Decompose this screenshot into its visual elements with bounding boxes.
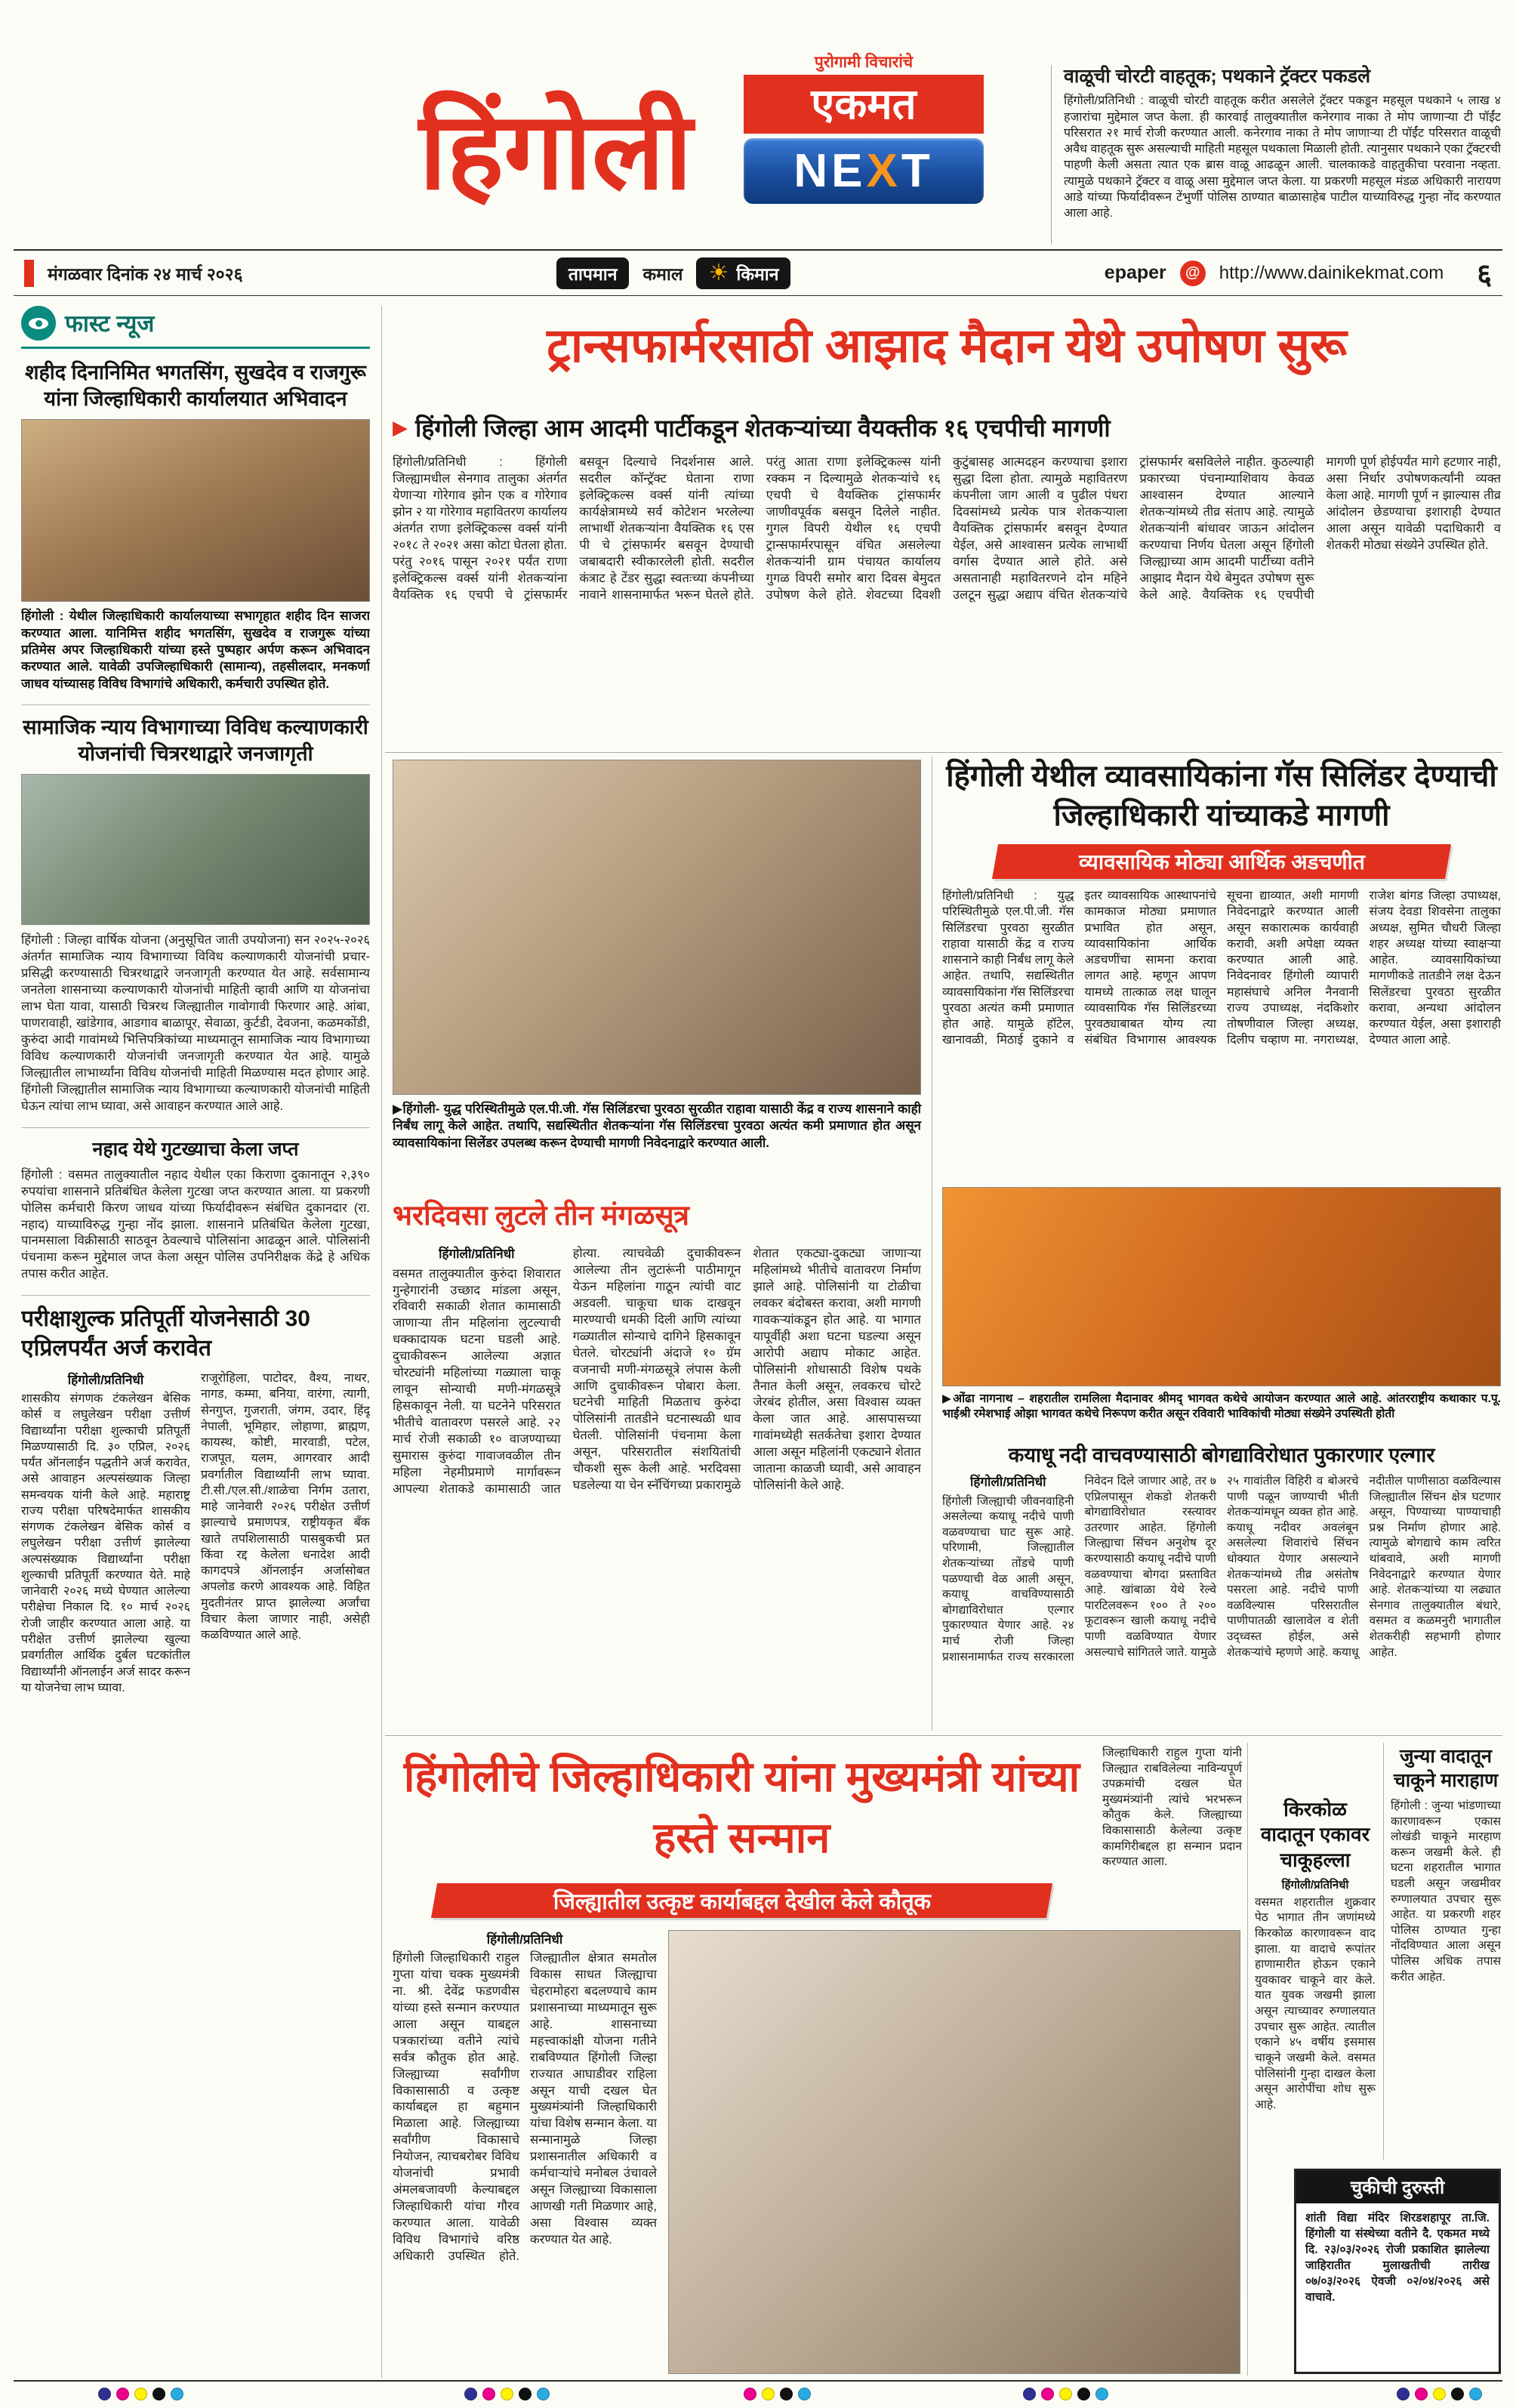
kayadhu-headline: कयाधू नदी वाचवण्यासाठी बोगद्याविरोधात पुकारणार एल्गार xyxy=(1008,1444,1435,1466)
pariksha-col1: शासकीय संगणक टंकलेखन बेसिक कोर्स व लघुलेखन परीक्षा उत्तीर्ण विद्यार्थ्यांना परीक्षा शुल्काची प्रतिपूर्ती मिळण्यासाठी दि. ३० एप्रिल, २०२६ पर्यंत ऑनलाईन पद्धतीने अर्ज करावेत, असे आवाहन अल्पसंख्याक जिल्हा समन्वयक यांनी केले आहे. महाराष्ट्र राज्य परीक्षा परिषदेमार्फत शासकीय संगणक टंकलेखन बेसिक कोर्स व लघुलेखन परीक्षा उत्तीर्ण झालेल्या अल्पसंख्याक विद्यार्थ्यांना परीक्षा शुल्काची प्रतिपूर्ती करण्यात येते. माहे जानेवारी २०२६ मध्ये घेण्यात आलेल्या परीक्षेचा निकाल दि. १० मार्च २०२६ रोजी जाहीर करण्यात आला आहे. या परीक्षेत उत्तीर्ण झालेल्या खुल्या प्रवर्गातील आर्थिक दुर्बल घटकांतील विद्यार्थ्यांनी ऑनलाईन अर्ज सादर करून या योजनेचा लाभ घ्यावा. xyxy=(21,1392,190,1694)
kirkol-article xyxy=(1255,1797,1376,2158)
bhagwat-caption: ▶ओंढा नागनाथ – शहरातील रामलिला मैदानावर श्रीमद् भागवत कथेचे आयोजन करण्यात आले आहे. आंतरराष्ट्रीय कथाकार प.पू. भाईश्री रमेशभाई ओझा भागवत कथेचे निरूपण करीत असून रविवारी भाविकांची मोठ्या संख्येने उपस्थिती होती xyxy=(942,1392,1501,1421)
masthead-next-logo xyxy=(744,138,984,204)
junha-body: हिंगोली : जुन्या भांडणाच्या कारणावरून एकास लोखंडी चाकूने मारहाण करून जखमी केले. ही घटना शहरातील भागात घडली असून जखमीवर रुग्णालयात उपचार सुरू आहेत. या प्रकरणी शहर पोलिस ठाण्यात गुन्हा नोंदविण्यात आला असून पोलिस अधिक तपास करीत आहेत. xyxy=(1391,1799,1501,1984)
next-x: X xyxy=(866,145,901,197)
temp-text: तापमान xyxy=(568,264,618,284)
bottom-rule xyxy=(14,2380,1502,2382)
shahid-headline: शहीद दिनानिमित भगतसिंग, सुखदेव व राजगुरू यांना जिल्हाधिकारी कार्यालयात अभिवादन xyxy=(25,361,366,410)
junha-article xyxy=(1391,1744,1501,2158)
lead-subhead-text: हिंगोली जिल्हा आम आदमी पार्टीकडून शेतकऱ्यांच्या वैयक्तीक १६ एचपीची मागणी xyxy=(415,415,1111,442)
next-t: T xyxy=(901,145,934,197)
samajik-body: हिंगोली : जिल्हा वार्षिक योजना (अनुसूचित जाती उपयोजना) सन २०२५-२०२६ अंतर्गत सामाजिक न्याय विभागाच्या विविध कल्याणकारी योजनांची प्रचार-प्रसिद्धी करण्यासाठी चित्ररथाद्वारे जनजागृती करण्यात येत आहे. सर्वसामान्य जनतेला शासनाच्या कल्याणकारी योजनांची माहिती व्हावी आणि या योजनांचा लाभ घेता यावा, यासाठी चित्ररथ जिल्ह्यातील गावोगावी फिरणार आहे. आंबा, पाणरावाही, खांडेगाव, आडगाव बाळापूर, सेवाळा, कुर्टडी, देवजना, कळमकोंडी, कुरुंदा आदी गावांमध्ये भित्तिपत्रिकांच्या माध्यमातून सामाजिक न्याय विभागाच्या विविध कल्याणकारी योजनांची जनजागृती करण्यात येत आहे. यामुळे जिल्ह्यातील लाभार्थ्यांना विविध योजनांची माहिती मिळण्यास मदत होणार आहे. हिंगोली जिल्ह्यातील सामाजिक न्याय विभागाच्या कल्याणकारी योजनांची माहिती घेऊन त्यांचा लाभ घ्यावा, असे आवाहन करण्यात आले आहे. xyxy=(21,933,370,1113)
lead-subhead xyxy=(393,412,1501,444)
registration-marks xyxy=(98,2388,183,2400)
pariksha-dateline: हिंगोली/प्रतिनिधी xyxy=(67,1373,144,1388)
red-mark xyxy=(24,260,34,287)
kirkol-dateline: हिंगोली/प्रतिनिधी xyxy=(1281,1878,1349,1892)
nahad-body: हिंगोली : वसमत तालुक्यातील नहाद येथील एका किराणा दुकानातून २,३९० रुपयांचा शासनाने प्रतिबंधित केलेला गुटखा जप्त करण्यात आला. या प्रकरणी पोलिस कर्मचारी किरण जाधव यांच्या फिर्यादीवरून संबंधित दुकानदार (रा. नहाद) याच्याविरुद्ध गुन्हा नोंद झाला. शासनाने प्रतिबंधित केलेला गुटखा, पानमसाला विक्रीसाठी साठवून ठेवल्याचे पोलिसांना आढळून आले. पोलिसांनी पंचनामा करून मुद्देमाल जप्त केला असून पोलिस उपनिरीक्षक केंद्रे हे अधिक तपास करीत आहेत. xyxy=(21,1167,370,1281)
registration-marks xyxy=(1397,2388,1482,2400)
fast-news-column xyxy=(21,306,370,2378)
sanman-kicker-text: जिल्ह्यातील उत्कृष्ट कार्याबद्दल देखील केले कौतूक xyxy=(553,1889,931,1914)
shahid-caption: हिंगोली : येथील जिल्हाधिकारी कार्यालयाच्या सभागृहात शहीद दिन साजरा करण्यात आला. यानिमित्त शहीद भगतसिंग, सुखदेव व राजगुरू यांच्या प्रतिमेस अपर जिल्हाधिकारी यांच्या हस्ते पुष्पहार अर्पण करून अभिवादन करण्यात आले. यावेळी उपजिल्हाधिकारी (सामान्य), तहसीलदार, मनकर्णा जाधव यांच्यासह विविध विभागांचे अधिकारी, कर्मचारी उपस्थित होते. xyxy=(21,609,370,691)
pariksha-col2: राजूरोहिला, पाटोदर, वैश्य, नाथर, नागड, कम्मा, बनिया, वारंगा, त्यागी, सेनगुप्त, गुजराती, जंगम, उदार, हिंदू नेपाली, भूमिहार, लोहाणा, ब्राह्मण, कायस्थ, कोष्टी, मारवाडी, पटेल, राजपूत, यलम, आगरवार आदी प्रवर्गातील विद्यार्थ्यांनी लाभ घ्यावा. टी.सी./एल.सी./शाळेचा निर्गम उतारा, माहे जानेवारी २०२६ परीक्षेत उत्तीर्ण झाल्याचे प्रमाणपत्र, राष्ट्रीयकृत बँक खाते तपशिलासाठी पासबुकची प्रत किंवा रद्द केलेला धनादेश आदी कागदपत्रे ऑनलाईन अर्जासोबत अपलोड करणे आवश्यक आहे. विहित मुदतीनंतर प्राप्त झालेल्या अर्जांचा विचार केला जाणार नाही, असेही कळविण्यात आले आहे. xyxy=(201,1372,370,1642)
gas-memorandum-photo xyxy=(393,760,921,1095)
top-story-headline: वाळूची चोरटी वाहतूक; पथकाने ट्रॅक्टर पकडले xyxy=(1064,66,1371,87)
date-bar xyxy=(14,249,1502,296)
pariksha-headline: परीक्षाशुल्क प्रतिपूर्ती योजनेसाठी 30 एप्रिलपर्यंत अर्ज करावेत xyxy=(21,1306,310,1361)
registration-marks xyxy=(744,2388,811,2400)
correction-box xyxy=(1294,2169,1501,2374)
sanman-kicker-bar xyxy=(431,1883,1052,1918)
gas-kicker-text: व्यावसायिक मोठ्या आर्थिक अडचणीत xyxy=(1078,850,1365,874)
correction-header: चुकीची दुरुस्ती xyxy=(1296,2171,1499,2203)
masthead xyxy=(419,85,692,219)
sanman-body-right: जिल्हाधिकारी राहुल गुप्ता यांनी जिल्ह्यात राबविलेल्या नाविन्यपूर्ण उपक्रमांची दखल घेत मुख्यमंत्र्यांनी त्यांचे भरभरून कौतुक केले. जिल्ह्याच्या विकासासाठी केलेल्या उत्कृष्ट कामगिरीबद्दल हा सन्मान प्रदान करण्यात आला. xyxy=(1102,1747,1242,1869)
mangalsutra-body: वसमत तालुक्यातील कुरुंदा शिवारात गुन्हेगारांनी उच्छाद मांडला असून, रविवारी सकाळी शेतात कामासाठी जाणाऱ्या तीन महिलांना लुटल्याची धक्कादायक घटना घडली आहे. दुचाकीवरून आलेल्या अज्ञात चोरट्यांनी महिलांच्या गळ्याला चाकू लावून सोन्याची मणी-मंगळसूत्रे हिसकावून नेली. या घटनेने परिसरात भीतीचे वातावरण पसरले आहे. २२ मार्च रोजी सकाळी १० वाजण्याच्या सुमारास कुरुंदा गावाजवळील तीन महिला नेहमीप्रमाणे मार्गावरून आपल्या शेताकडे कामासाठी जात होत्या. त्याचवेळी दुचाकीवरून आलेल्या तीन लुटारूंनी पाठीमागून येऊन महिलांना गाठून त्यांची वाट अडवली. चाकूचा धाक दाखवून मारण्याची धमकी दिली आणि त्यांच्या गळ्यातील सोन्याचे दागिने हिसकावून घेतले. चोरट्यांनी अंदाजे १० ग्रॅम वजनाची मणी-मंगळसूत्रे लंपास केली आणि दुचाकीवरून पोबारा केला. घटनेची माहिती मिळताच कुरुंदा पोलिसांनी तातडीने घटनास्थळी धाव घेतली. पोलिसांनी पंचनामा केला असून, परिसरातील संशयितांची चौकशी सुरू केली आहे. भरदिवसा घडलेल्या या चेन स्नॅचिंगच्या प्रकारामुळे शेतात एकट्या-दुकट्या जाणाऱ्या महिलांमध्ये भीतीचे वातावरण निर्माण झाले आहे. पोलिसांनी या टोळीचा लवकर बंदोबस्त करावा, अशी मागणी गावकऱ्यांकडून होत आहे. या भागात यापूर्वीही अशा घटना घडल्या असून आरोपी अद्याप मोकाट आहेत. पोलिसांनी शोधासाठी विशेष पथके तैनात केली असून, लवकरच चोरटे जेरबंद होतील, असा विश्वास व्यक्त केला जात आहे. आसपासच्या गावांमध्येही सतर्कतेचा इशारा देण्यात आला असून महिलांनी एकट्याने शेतात जाताना काळजी घ्यावी, असे आवाहन पोलिसांनी केले आहे. xyxy=(393,1247,921,1496)
mangalsutra-article xyxy=(393,1246,921,1729)
epaper-label: epaper xyxy=(1104,262,1166,283)
pariksha-body xyxy=(21,1370,370,1696)
page-number: ६ xyxy=(1477,258,1492,291)
bhagwat-katha-photo xyxy=(942,1187,1501,1386)
epaper-url[interactable]: http://www.dainikekmat.com xyxy=(1219,262,1444,283)
sanman-dateline: हिंगोली/प्रतिनिधी xyxy=(486,1932,563,1947)
bullet-icon: ▶ xyxy=(393,416,408,439)
sanman-headline: हिंगोलीचे जिल्हाधिकारी यांना मुख्यमंत्री यांच्या हस्ते सन्मान xyxy=(403,1753,1080,1862)
at-icon: @ xyxy=(1180,261,1206,286)
gas-kicker-bar xyxy=(992,844,1451,879)
gas-headline: हिंगोली येथील व्यावसायिकांना गॅस सिलिंडर देण्याची जिल्हाधिकारी यांच्याकडे मागणी xyxy=(946,760,1497,832)
nahad-headline: नहाद येथे गुटख्याचा केला जप्त xyxy=(92,1138,299,1160)
fast-news-title: फास्ट न्यूज xyxy=(65,310,155,337)
max-temp-label: कमाल xyxy=(642,264,683,284)
registration-marks xyxy=(464,2388,550,2400)
masthead-tagline: पुरोगामी विचारांचे xyxy=(814,54,914,71)
fast-news-header xyxy=(21,306,370,349)
shahid-tribute-photo xyxy=(21,419,370,602)
mangalsutra-dateline: हिंगोली/प्रतिनिधी xyxy=(439,1247,515,1261)
junha-headline: जुन्या वादातून चाकूने माराहाण xyxy=(1393,1746,1499,1791)
chitrarath-photo xyxy=(21,774,370,925)
registration-marks xyxy=(1023,2388,1108,2400)
top-story-body: हिंगोली/प्रतिनिधी : वाळूची चोरटी वाहतूक करीत असलेले ट्रॅक्टर पकडून महसूल पथकाने ५ लाख ४ हजारांचा मुद्देमाल जप्त केला. ही कारवाई तालुक्यातील कनेरगाव नाका ते मोप जाणाऱ्या टी पॉईंट परिसरात २१ मार्च रोजी करण्यात आली. कनेरगाव नाका ते मोप जाणाऱ्या टी पॉईंट परिसरात वाळूची अवैध वाहतूक सुरू असल्याची माहिती महसूल पथकाला मिळाली होती. त्यानुसार पथकाने एका ट्रॅक्टरची पाहणी केली असता त्यात एक ब्रास वाळू आढळून आली. चालकाकडे वाहतुकीचा परवाना नव्हता. त्यामुळे पथकाने ट्रॅक्टर व वाळू असा मुद्देमाल जप्त केला. या प्रकरणी महसूल मंडळ अधिकारी नारायण आडे यांच्या फिर्यादीवरून टेंभुर्णी पोलिस ठाण्यात बाळासाहेब पाटील याच्याविरुद्ध गुन्हा नोंद करण्यात आला आहे. xyxy=(1064,94,1501,220)
edition-date: मंगळवार दिनांक २४ मार्च २०२६ xyxy=(48,264,243,284)
kayadhu-article xyxy=(942,1474,1501,1729)
min-temp-label: किमान xyxy=(736,264,779,284)
sanman-body-left: हिंगोली जिल्हाधिकारी राहुल गुप्ता यांचा चक्क मुख्यमंत्री ना. श्री. देवेंद्र फडणवीस यांच्या हस्ते सन्मान करण्यात आला असून याबद्दल पत्रकारांच्या वतीने त्यांचे सर्वत्र कौतुक होत आहे. जिल्ह्याच्या सर्वांगीण विकासासाठी व उत्कृष्ट कार्याबद्दल हा बहुमान मिळाला आहे. जिल्ह्याच्या सर्वांगीण विकासाचे नियोजन, त्याचबरोबर विविध योजनांची प्रभावी अंमलबजावणी केल्याबद्दल जिल्हाधिकारी यांचा गौरव करण्यात आला. यावेळी विविध विभागांचे वरिष्ठ अधिकारी उपस्थित होते. जिल्ह्यातील क्षेत्रात समतोल विकास साधत जिल्ह्याचा चेहरामोहरा बदलण्याचे काम प्रशासनाच्या माध्यमातून सुरू आहे. शासनाच्या महत्त्वाकांक्षी योजना गतीने राबविण्यात हिंगोली जिल्हा राज्यात आघाडीवर राहिला असून याची दखल घेत मुख्यमंत्र्यांनी जिल्हाधिकारी यांचा विशेष सन्मान केला. या सन्मानामुळे जिल्हा प्रशासनातील अधिकारी व कर्मचाऱ्यांचे मनोबल उंचावले असून जिल्ह्याच्या विकासाला आणखी गती मिळणार आहे, असा विश्वास व्यक्त करण्यात येत आहे. xyxy=(393,1951,657,2263)
gas-photo-caption: ▶हिंगोली- युद्ध परिस्थितीमुळे एल.पी.जी. गॅस सिलिंडरचा पुरवठा सुरळीत राहावा यासाठी केंद्र व राज्य शासनाने काही निर्बंध लागू केले आहेत. तथापि, सद्यस्थितीत शेतकऱ्यांना गॅस सिलिंडरचा पुरवठा अत्यंत कमी प्रमाणात होत असून व्यावसायिकांना सिलेंडर उपलब्ध करून देण्याची मागणी निवेदनाद्वारे करण्यात आली. xyxy=(393,1102,921,1150)
lead-headline: ट्रान्सफार्मरसाठी आझाद मैदान येथे उपोषण सुरू xyxy=(547,319,1347,372)
kirkol-headline: किरकोळ वादातून एकावर चाकूहल्ला xyxy=(1260,1798,1370,1871)
samajik-headline: सामाजिक न्याय विभागाच्या विविध कल्याणकारी योजनांची चित्ररथाद्वारे जनजागृती xyxy=(23,716,368,765)
temperature-label xyxy=(556,257,630,289)
sanman-body-left-wrap xyxy=(393,1930,657,2374)
gas-article xyxy=(942,757,1501,1182)
min-temp-pill xyxy=(696,257,790,289)
masthead-brand-box: एकमत xyxy=(744,75,984,134)
next-ne: NE xyxy=(793,145,867,197)
lead-body: हिंगोली/प्रतिनिधी : हिंगोली जिल्ह्यामधील सेनगाव तालुका अंतर्गत येणाऱ्या गोरेगाव झोन एक व गोरेगाव झोन २ या गोरेगाव महावितरण कार्यालय अंतर्गत राणा इलेक्ट्रिकल्स वर्क्स यांनी २०१८ ते २०२१ असा कोटा घेतला होता. परंतु २०१६ पासून २०२१ पर्यंत राणा इलेक्ट्रिकल्स वर्क्स यांनी शेतकऱ्यांना वैयक्तिक १६ एचपी चे ट्रांसफार्मर बसवून दिल्याचे निदर्शनास आले. सदरील कॉन्ट्रॅक्ट घेताना राणा इलेक्ट्रिकल्स वर्क्स यांनी त्यांच्या कार्यक्षेत्रामध्ये सर्व कोटेशन भरलेल्या लाभार्थी शेतकऱ्यांना वैयक्तिक १६ एस पी चे ट्रांसफार्मर बसवून देण्याची जबाबदारी स्वीकारलेली होती. सदरील कंत्राट हे टेंडर सुद्धा स्वतःच्या कंपनीच्या नावाने शासनामार्फत भरून घेतले होते. परंतु आता राणा इलेक्ट्रिकल्स यांनी रक्कम न दिल्यामुळे शेतकऱ्यांचे १६ एचपी चे वैयक्तिक ट्रांसफार्मर जाणीवपूर्वक बसवून दिलेले नाहीत. गुगल विपरी येथील १६ एचपी ट्रान्सफार्मरपासून वंचित असलेल्या शेतकऱ्यांनी ग्राम पंचायत कार्यालय गुगळ विपरी समोर बारा दिवस बेमुदत उपोषण केले होते. शेवटच्या दिवशी कुटुंबासह आत्मदहन करण्याचा इशारा सुद्धा दिला होता. त्यामुळे महावितरण कंपनीला जाग आली व पुढील पंधरा दिवसांमध्ये प्रत्येक पात्र शेतकऱ्याला वैयक्तिक ट्रांसफार्मर बसवून देण्यात येईल, असे आश्वासन प्रत्येक लाभार्थी वर्गास देण्यात आले होते. असे असतानाही महावितरणने दोन महिने उलटून सुद्धा अद्याप वंचित शेतकऱ्यांचे ट्रांसफार्मर बसविलेले नाहीत. कुठल्याही प्रकारच्या पंचनाम्याशिवाय केवळ आश्वासन देण्यात आल्याने शेतकऱ्यांमध्ये तीव्र संताप आहे. त्यामुळे शेतकऱ्यांनी बांधावर जाऊन आंदोलन करण्याचा निर्णय घेतला असून हिंगोली जिल्ह्याच्या आम आदमी पार्टीच्या वतीने आझाद मैदान येथे बेमुदत उपोषण सुरू केले आहे. वैयक्तिक १६ एचपीची मागणी पूर्ण होईपर्यंत मागे हटणार नाही, असा निर्धार उपोषणकर्त्यांनी व्यक्त केला आहे. मागणी पूर्ण न झाल्यास तीव्र आंदोलन छेडण्याचा इशाराही देण्यात आला असून यावेळी पदाधिकारी व शेतकरी मोठ्या संख्येने उपस्थित होते. xyxy=(393,455,1501,602)
kayadhu-body: हिंगोली जिल्ह्याची जीवनवाहिनी असलेल्या कयाधू नदीचे पाणी वळवण्याचा घाट सुरू आहे. परिणामी, जिल्ह्यातील शेतकऱ्यांच्या तोंडचे पाणी पळण्याची वेळ आली असून, कयाधू वाचविण्यासाठी बोगद्याविरोधात एल्गार पुकारण्यात येणार आहे. २४ मार्च रोजी जिल्हा प्रशासनामार्फत राज्य सरकारला निवेदन दिले जाणार आहे, तर ७ एप्रिलपासून शेकडो शेतकरी बोगद्याविरोधात रस्त्यावर उतरणार आहेत. हिंगोली जिल्ह्याचा सिंचन अनुशेष दूर करण्यासाठी कयाधू नदीचे पाणी वळवण्याचा बोगदा प्रस्तावित आहे. खांबाळा येथे रेल्वे पारटिलवरून १०० ते २०० फूटावरून खाली कयाधू नदीचे पाणी वळविण्यात येणार असल्याचे सांगितले जाते. यामुळे २५ गावांतील विहिरी व बोअरचे पाणी पळून जाण्याची भीती शेतकऱ्यांमधून व्यक्त होत आहे. कयाधू नदीवर अवलंबून असलेल्या शिवारांचे सिंचन धोक्यात येणार असल्याने शेतकऱ्यांमध्ये तीव्र असंतोष पसरला आहे. नदीचे पाणी वळविल्यास परिसरातील पाणीपातळी खालावेल व शेती उद्ध्वस्त होईल, असे शेतकऱ्यांचे म्हणणे आहे. कयाधू नदीतील पाणीसाठा वळविल्यास जिल्ह्यातील सिंचन क्षेत्र घटणार असून, पिण्याच्या पाण्याचाही प्रश्न निर्माण होणार आहे. त्यामुळे बोगद्याचे काम त्वरित थांबवावे, अशी मागणी निवेदनाद्वारे करण्यात येणार आहे. शेतकऱ्यांच्या या लढ्यात सेनगाव तालुक्यातील बंधारे, वसमत व कळमनुरी भागातील शेतकरीही सहभागी होणार आहेत. xyxy=(942,1475,1501,1663)
masthead-title: हिंगोली xyxy=(419,91,692,211)
cm-honour-photo xyxy=(668,1930,1240,2374)
masthead-right xyxy=(744,51,984,204)
fast-news-icon xyxy=(21,306,56,341)
gas-body: हिंगोली/प्रतिनिधी : युद्ध परिस्थितीमुळे एल.पी.जी. गॅस सिलिंडरचा पुरवठा सुरळीत राहावा यासाठी केंद्र व राज्य शासनाने काही निर्बंध लागू केले आहेत. तथापि, सद्यस्थितीत व्यावसायिकांना गॅस सिलिंडरचा पुरवठा अत्यंत कमी प्रमाणात होत आहे. यामुळे हॉटेल, खानावळी, मिठाई दुकाने व इतर व्यावसायिक आस्थापनांचे कामकाज मोठ्या प्रमाणात प्रभावित होत असून, व्यावसायिकांना आर्थिक अडचणींचा सामना करावा लागत आहे. म्हणून आपण यामध्ये तात्काळ लक्ष घालून व्यावसायिक गॅस सिलिंडरच्या पुरवठ्याबाबत योग्य त्या संबंधित विभागास आवश्यक सूचना द्याव्यात, अशी मागणी निवेदनाद्वारे करण्यात आली असून सकारात्मक कार्यवाही करावी, अशी अपेक्षा व्यक्त करण्यात आली आहे. निवेदनावर हिंगोली व्यापारी महासंघाचे अनिल नैनवानी राज्य उपाध्यक्ष, नंदकिशोर तोषणीवाल जिल्हा अध्यक्ष, दिलीप चव्हाण मा. नगराध्यक्ष, राजेश बांगड जिल्हा उपाध्यक्ष, संजय देवडा शिवसेना तालुका अध्यक्ष, सुमित चौधरी जिल्हा शहर अध्यक्ष यांच्या स्वाक्षऱ्या आहेत. व्यावसायिकांच्या मागणीकडे तातडीने लक्ष देऊन सिलेंडरचा पुरवठा सुरळीत करावा, अन्यथा आंदोलन करण्यात येईल, असा इशाराही देण्यात आला आहे. xyxy=(942,890,1501,1047)
kirkol-body: वसमत शहरातील शुक्रवार पेठ भागात तीन जणांमध्ये किरकोळ कारणावरून वाद झाला. या वादाचे रूपांतर हाणामारीत होऊन एकाने युवकावर चाकूने वार केले. यात युवक जखमी झाला असून त्याच्यावर रुग्णालयात उपचार सुरू आहेत. त्यातील एकाने ४५ वर्षीय इसमास चाकूने जखमी केले. वसमत पोलिसांनी गुन्हा दाखल केला असून आरोपींचा शोध सुरू आहे. xyxy=(1255,1895,1376,2111)
correction-body: शांती विद्या मंदिर शिरडशहापूर ता.जि. हिंगोली या संस्थेच्या वतीने दै. एकमत मध्ये दि. २३/०३/२०२६ रोजी प्रकाशित झालेल्या जाहिरातीत मुलाखतीची तारीख ०७/०३/२०२६ ऐवजी ०२/०४/२०२६ असे वाचावे. xyxy=(1305,2212,1490,2304)
kayadhu-dateline: हिंगोली/प्रतिनिधी xyxy=(969,1475,1046,1489)
mangalsutra-headline: भरदिवसा लुटले तीन मंगळसूत्र xyxy=(393,1200,689,1231)
sun-icon: ☀ xyxy=(708,260,729,285)
top-story xyxy=(1051,65,1501,245)
